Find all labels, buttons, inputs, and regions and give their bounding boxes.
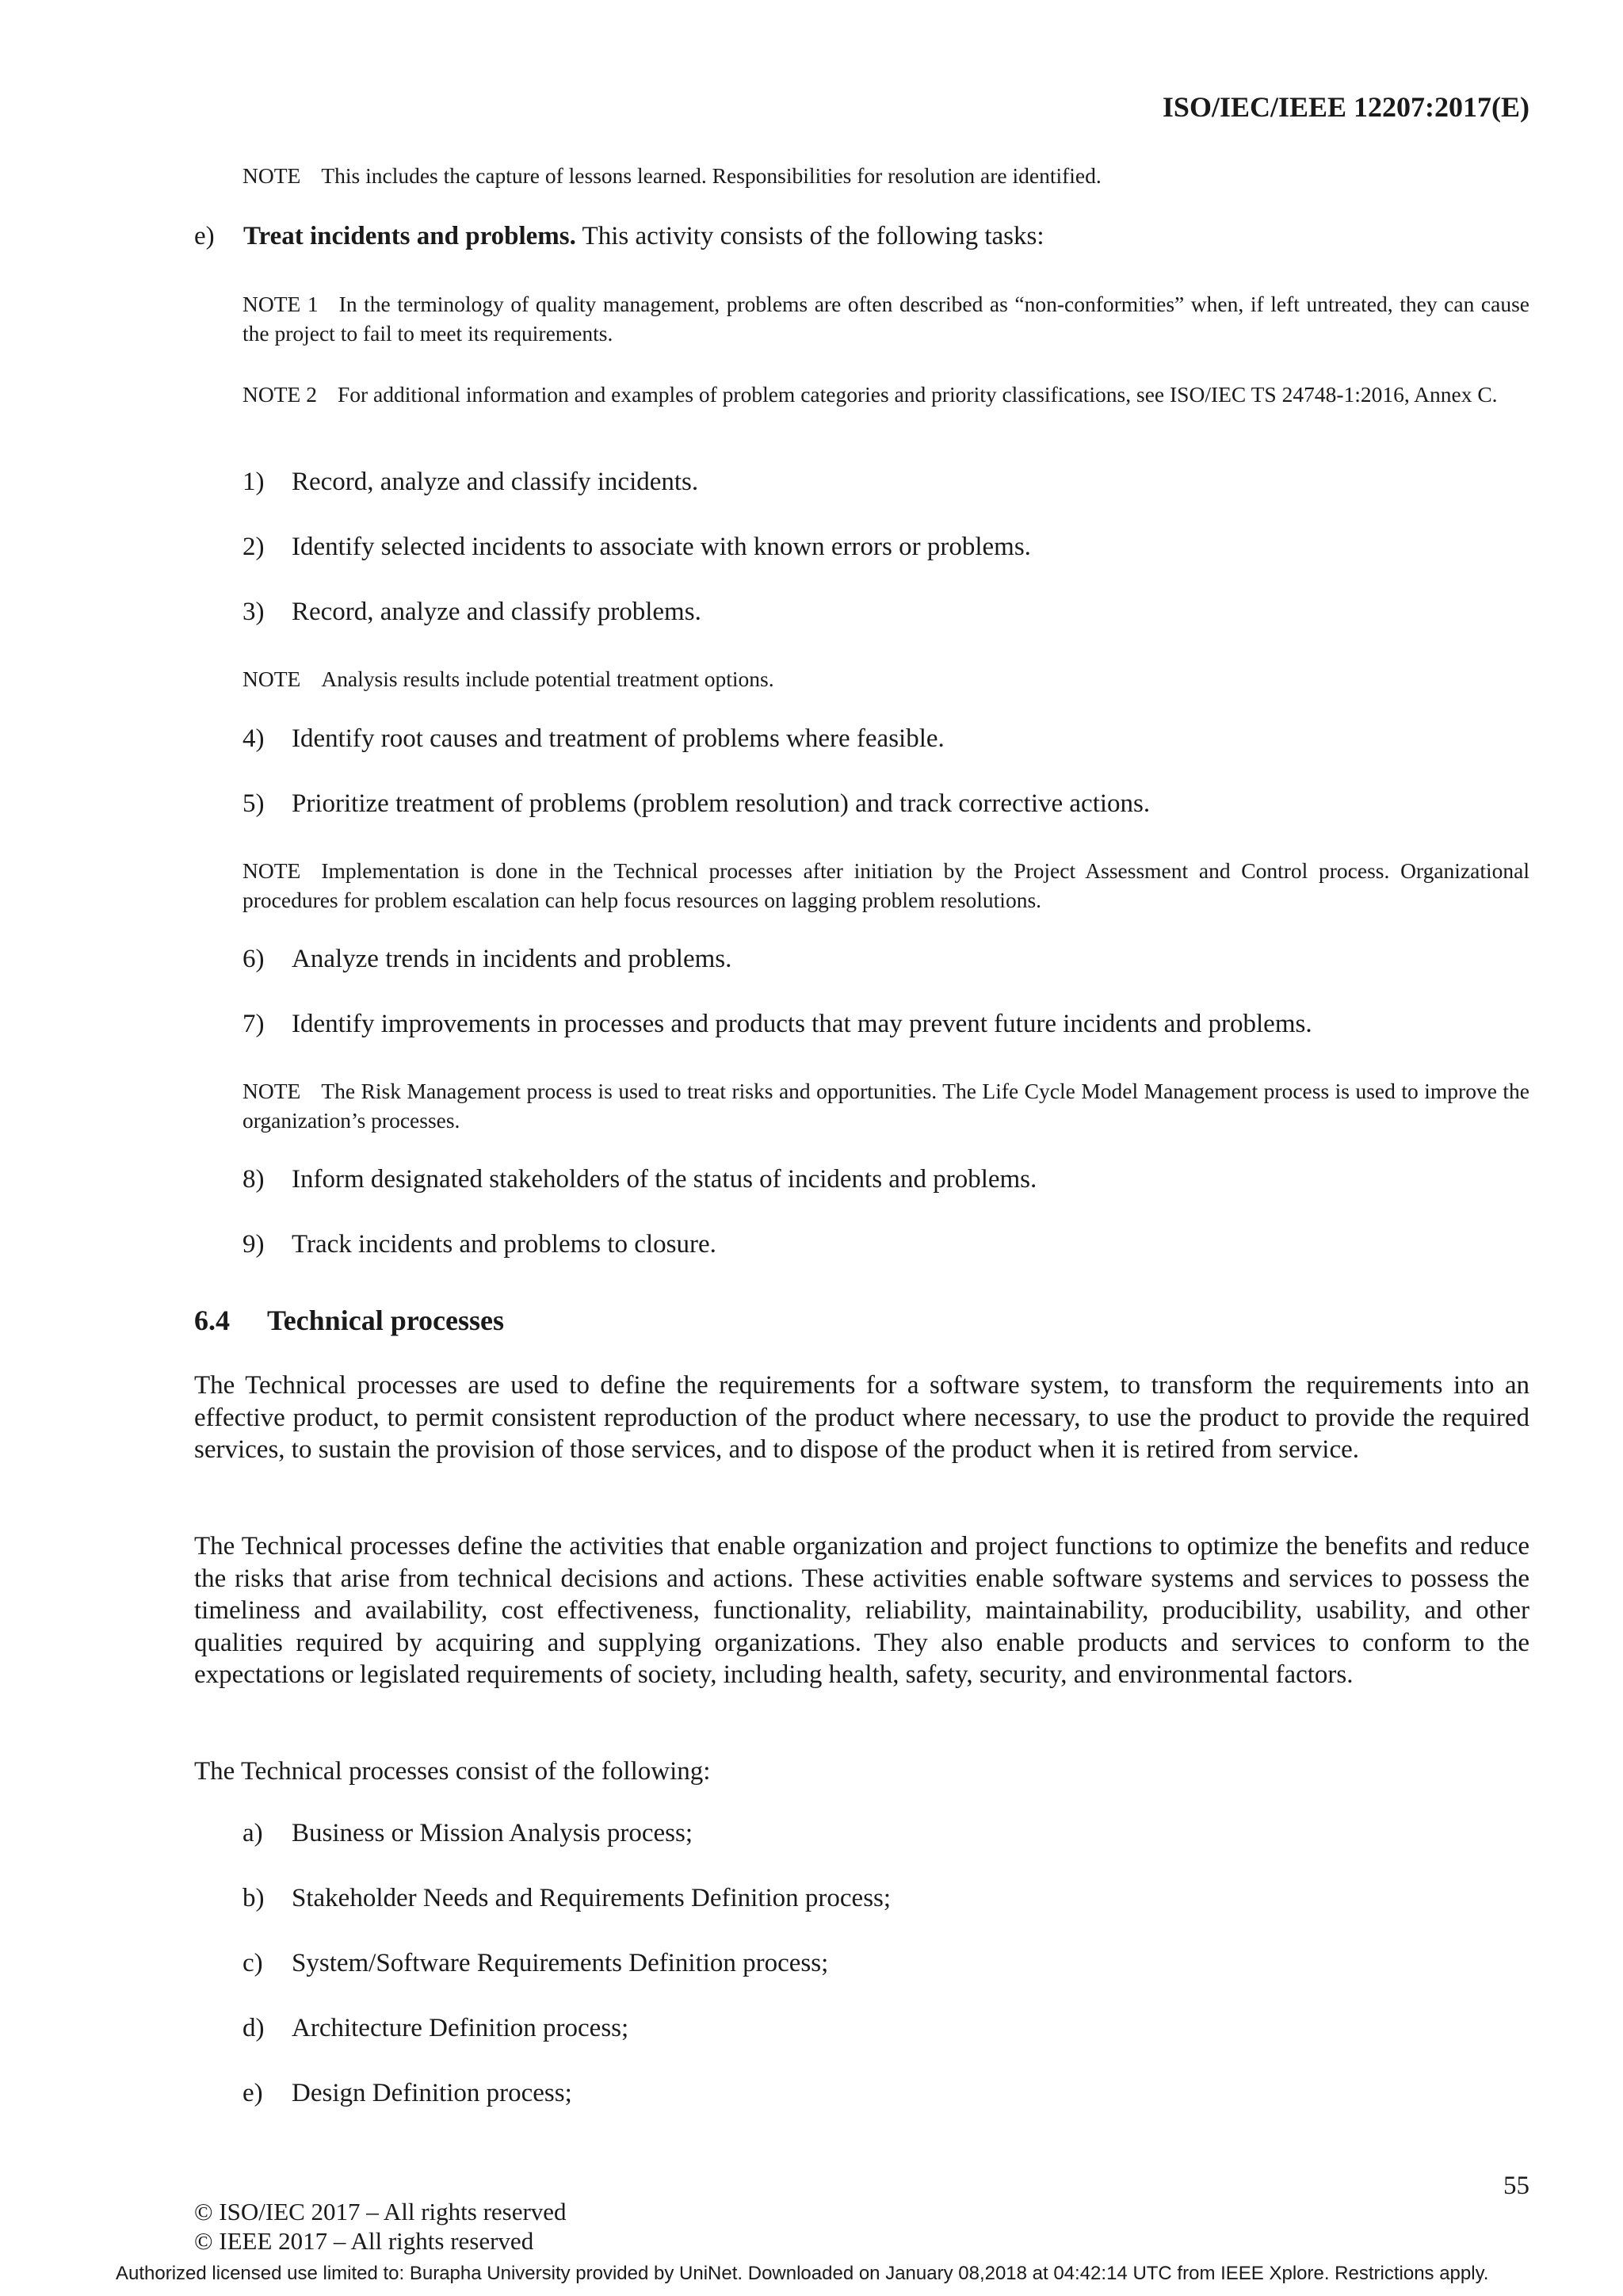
technical-process-item [242,1819,693,1848]
note-analysis-results [242,664,1529,693]
step-2 [242,533,1031,562]
item-marker: e) [242,2079,263,2107]
step-number: 1) [242,468,265,496]
note-text: Analysis results include potential treatment options. [321,667,774,691]
page-number: 55 [1503,2172,1529,2200]
item-text: Architecture Definition process; [292,2014,629,2042]
technical-process-item [242,2014,628,2043]
step-7 [242,1010,1312,1039]
item-intro: This activity consists of the following tasks: [575,222,1044,250]
step-number: 8) [242,1165,265,1194]
paragraph-technical-purpose: The Technical processes are used to define the requirements for a software system, to transform the requirements into an effective product, to permit consistent reproduction of the product where necessary, to use the product to provide the required services, to sustain the provision of those services, and to dispose of the product when it is retired from service. [194,1371,1529,1464]
note-lessons-learned [242,161,1529,190]
item-text: Stakeholder Needs and Requirements Definition process; [292,1884,892,1912]
paragraph-technical-activities: The Technical processes define the activities that enable organization and project functions to optimize the benefits and reduce the risks that arise from technical decisions and actions. These activities enable software systems and services to possess the timeliness and availability, cost effectiveness, functionality, reliability, maintainability, producibility, usability, and other qualities required by acquiring and supplying organizations. They also enable products and services to conform to the expectations or legislated requirements of society, including health, safety, security, and environmental factors. [194,1532,1529,1689]
note-tag: NOTE [242,1079,301,1103]
note-tag: NOTE [242,667,301,691]
copyright-ieee: © IEEE 2017 – All rights reserved [194,2227,534,2255]
step-4 [242,724,945,754]
copyright-iso: © ISO/IEC 2017 – All rights reserved [194,2198,567,2225]
step-text: Inform designated stakeholders of the status of incidents and problems. [292,1165,1037,1194]
item-text: Business or Mission Analysis process; [292,1819,693,1847]
item-text: Design Definition process; [292,2079,572,2107]
step-text: Identify improvements in processes and products that may prevent future incidents and problems. [292,1010,1312,1038]
note-text: The Risk Management process is used to treat risks and opportunities. The Life Cycle Model Management process is used to improve the organization’s processes. [242,1079,1529,1133]
note-risk-management [242,1076,1529,1135]
note-implementation [242,856,1529,915]
note-text: Implementation is done in the Technical processes after initiation by the Project Assessment and Control process. Organizational procedures for problem escalation can help focus resources on lagging problem resolutions. [242,858,1529,912]
technical-process-item [242,1949,828,1978]
step-text: Prioritize treatment of problems (problem resolution) and track corrective actions. [292,789,1151,818]
step-5 [242,789,1150,819]
item-text: System/Software Requirements Definition process; [292,1949,829,1977]
step-number: 9) [242,1230,265,1259]
technical-process-item [242,1884,891,1913]
section-title: Technical processes [267,1305,505,1336]
note-tag: NOTE 1 [242,292,319,316]
step-number: 6) [242,945,265,973]
note-tag: NOTE 2 [242,382,317,407]
note-tag: NOTE [242,163,301,188]
note-1-quality-management [242,289,1529,348]
note-tag: NOTE [242,858,301,883]
item-marker: c) [242,1949,263,1977]
note-text: For additional information and examples of problem categories and priority classifications, see ISO/IEC TS 24748-1:2016, Annex C. [337,382,1498,407]
step-text: Identify selected incidents to associate with known errors or problems. [292,533,1031,561]
item-marker: b) [242,1884,265,1912]
step-text: Record, analyze and classify problems. [292,598,701,626]
technical-process-item [242,2079,572,2108]
step-1 [242,468,698,497]
step-text: Record, analyze and classify incidents. [292,468,699,496]
item-treat-incidents [194,222,1044,251]
item-marker: d) [242,2014,265,2042]
step-text: Analyze trends in incidents and problems. [292,945,732,973]
note-2-problem-categories [242,380,1529,409]
step-number: 4) [242,724,265,753]
step-number: 2) [242,533,265,561]
step-3 [242,598,701,627]
section-number: 6.4 [194,1305,230,1336]
item-marker: a) [242,1819,263,1847]
step-number: 7) [242,1010,265,1038]
license-notice: Authorized licensed use limited to: Burapha University provided by UniNet. Downloaded on January 08,2018 at 04:42:14 UTC from IEEE Xplore. Restrictions apply. [116,2263,1489,2284]
step-6 [242,945,731,974]
section-heading [194,1304,504,1337]
step-text: Identify root causes and treatment of problems where feasible. [292,724,945,753]
step-9 [242,1230,716,1259]
step-number: 5) [242,789,265,818]
note-text: In the terminology of quality management, problems are often described as “non-conformities” when, if left untreated, they can cause the project to fail to meet its requirements. [242,292,1529,346]
step-number: 3) [242,598,265,626]
standard-id-header: ISO/IEC/IEEE 12207:2017(E) [1162,91,1529,123]
step-text: Track incidents and problems to closure. [292,1230,716,1259]
item-title: Treat incidents and problems. [243,222,576,250]
item-marker: e) [194,222,215,250]
step-8 [242,1165,1037,1194]
note-text: This includes the capture of lessons learned. Responsibilities for resolution are identified. [321,163,1102,188]
paragraph-technical-list-intro: The Technical processes consist of the following: [194,1757,711,1786]
